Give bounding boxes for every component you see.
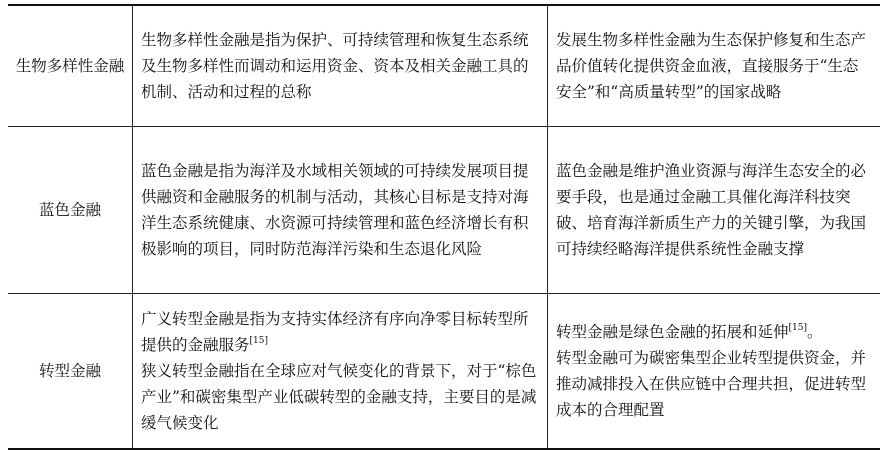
citation-ref: [15] xyxy=(788,322,807,333)
definition-cell xyxy=(133,294,548,450)
term-cell xyxy=(8,294,133,450)
term-cell xyxy=(8,5,133,127)
table-row xyxy=(8,5,880,127)
significance-text: 发展生物多样性金融为生态保护修复和生态产品价值转化提供资金血液，直接服务于“生态安全”和“高质量转型”的国家战略 xyxy=(556,31,867,101)
table-row xyxy=(8,294,880,450)
term-label: 蓝色金融 xyxy=(38,201,101,219)
green-finance-table xyxy=(8,4,880,450)
significance-a-end: 。 xyxy=(807,323,823,341)
broad-definition xyxy=(141,306,539,358)
significance-cell xyxy=(548,5,881,127)
significance-a xyxy=(556,319,872,345)
table-row xyxy=(8,127,880,294)
significance-a-text: 转型金融是绿色金融的拓展和延伸 xyxy=(556,323,789,341)
narrow-definition-text: 狭义转型金融指在全球应对气候变化的背景下，对于“棕色产业”和碳密集型产业低碳转型的金融支持，主要目的是减缓气候变化 xyxy=(141,362,537,432)
significance-text: 蓝色金融是维护渔业资源与海洋生态安全的必要手段，也是通过金融工具催化海洋科技突破、培育海洋新质生产力的关键引擎，为我国可持续经略海洋提供系统性金融支撑 xyxy=(556,162,867,258)
broad-definition-text: 广义转型金融是指为支持实体经济有序向净零目标转型所提供的金融服务 xyxy=(141,310,529,354)
definition-cell xyxy=(133,5,548,127)
significance-cell xyxy=(548,127,881,294)
term-cell xyxy=(8,127,133,294)
significance-cell xyxy=(548,294,881,450)
significance-b-text: 转型金融可为碳密集型企业转型提供资金，并推动减排投入在供应链中合理共担，促进转型成本的合理配置 xyxy=(556,349,867,419)
definition-cell xyxy=(133,127,548,294)
term-label: 生物多样性金融 xyxy=(15,57,125,75)
definition-text: 生物多样性金融是指为保护、可持续管理和恢复生态系统及生物多样性而调动和运用资金、资本及相关金融工具的机制、活动和过程的总称 xyxy=(141,31,529,101)
citation-ref: [15] xyxy=(249,335,268,346)
definition-text: 蓝色金融是指为海洋及水域相关领域的可持续发展项目提供融资和金融服务的机制与活动，其核心目标是支持对海洋生态系统健康、水资源可持续管理和蓝色经济增长有积极影响的项目，同时防范海洋污染和生态退化风险 xyxy=(141,162,529,258)
term-label: 转型金融 xyxy=(38,362,101,380)
